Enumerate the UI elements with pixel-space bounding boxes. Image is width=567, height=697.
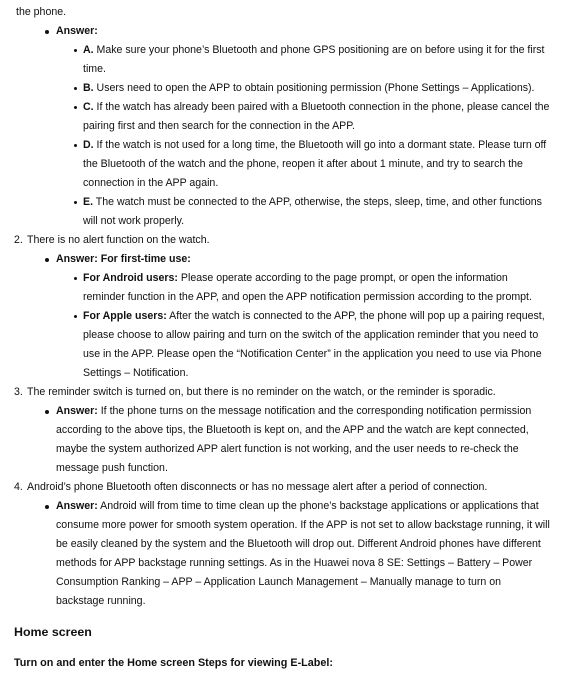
- q1-item-e: [0, 193, 567, 231]
- item-text: reminder function in the APP, and open the APP notification permission according to the prompt.: [83, 291, 532, 303]
- q1-answer: [0, 22, 567, 41]
- q1-item-a: [0, 41, 567, 79]
- answer-text: consume more power for smooth system operation. If the APP is not set to allow backstage running, it will: [56, 519, 550, 531]
- item-text: Users need to open the APP to obtain positioning permission (Phone Settings – Applications).: [93, 82, 535, 94]
- q2-item-apple: [0, 307, 567, 383]
- item-text: If the watch is not used for a long time, the Bluetooth will go into a dormant state. Please turn off: [93, 139, 547, 151]
- answer-text: Android will from time to time clean up the phone’s backstage applications or applications that: [97, 500, 539, 512]
- q4-answer: [0, 497, 567, 611]
- bullet-dot-icon: [45, 505, 49, 509]
- question-number: 2.: [14, 234, 23, 246]
- q1-item-c: [0, 98, 567, 136]
- question-number: 3.: [14, 386, 23, 398]
- question-number: 4.: [14, 481, 23, 493]
- item-text: pairing first and then search for the connection in the APP.: [83, 120, 355, 132]
- item-text: will not work properly.: [83, 215, 185, 227]
- answer-text: message push function.: [56, 462, 168, 474]
- question-text: The reminder switch is turned on, but there is no reminder on the watch, or the reminder is sporadic.: [27, 386, 496, 398]
- q2-answer-label: Answer: For first-time use:: [56, 253, 191, 265]
- steps-heading: Turn on and enter the Home screen Steps for viewing E-Label:: [14, 657, 333, 669]
- bullet-circle-icon: [74, 201, 77, 204]
- intro-line: the phone.: [16, 6, 67, 18]
- home-screen-heading: Home screen: [14, 625, 92, 639]
- item-bold: For Android users:: [83, 272, 178, 284]
- item-text: time.: [83, 63, 106, 75]
- item-text: Make sure your phone’s Bluetooth and phone GPS positioning are on before using it for the first: [93, 44, 545, 56]
- bullet-dot-icon: [45, 30, 49, 34]
- item-bold: C.: [83, 101, 94, 113]
- q2-item-android: [0, 269, 567, 307]
- item-bold: D.: [83, 139, 94, 151]
- bullet-circle-icon: [74, 87, 77, 90]
- answer-text: Consumption Ranking – APP – Application Launch Management – Manually manage to turn on: [56, 576, 502, 588]
- q3-answer-label: Answer:: [56, 405, 98, 417]
- item-text: connection in the APP again.: [83, 177, 219, 189]
- bullet-circle-icon: [74, 315, 77, 318]
- answer-text: If the phone turns on the message notification and the corresponding notification permission: [97, 405, 532, 417]
- item-bold: E.: [83, 196, 94, 208]
- answer-text: maybe the system authorized APP alert function is not working, and the user needs to re-check the: [56, 443, 519, 455]
- item-text: Please operate according to the page prompt, or open the information: [177, 272, 508, 284]
- answer-text: according to the above tips, the Bluetooth is kept on, and the APP and the watch are kept connected,: [56, 424, 529, 436]
- item-text: The watch must be connected to the APP, otherwise, the steps, sleep, time, and other functions: [93, 196, 542, 208]
- answer-text: backstage running.: [56, 595, 146, 607]
- q3-answer: [0, 402, 567, 478]
- item-text: After the watch is connected to the APP, the phone will pop up a pairing request,: [166, 310, 545, 322]
- item-text: If the watch has already been paired with a Bluetooth connection in the phone, please cancel the: [93, 101, 550, 113]
- q1-answer-label: Answer:: [56, 25, 98, 37]
- question-text: Android’s phone Bluetooth often disconnects or has no message alert after a period of connection.: [27, 481, 488, 493]
- bullet-circle-icon: [74, 277, 77, 280]
- q1-item-d: [0, 136, 567, 193]
- question-text: There is no alert function on the watch.: [27, 234, 210, 246]
- item-text: the Bluetooth of the watch and the phone, reopen it after about 1 minute, and try to search the: [83, 158, 523, 170]
- question-4: [0, 478, 567, 497]
- item-bold: A.: [83, 44, 94, 56]
- item-bold: B.: [83, 82, 94, 94]
- bullet-circle-icon: [74, 144, 77, 147]
- q4-answer-label: Answer:: [56, 500, 98, 512]
- question-3: [0, 383, 567, 402]
- question-2: [0, 231, 567, 250]
- item-text: use in the APP. Please open the “Notification Center” in the application you need to use via Phone: [83, 348, 542, 360]
- answer-text: methods for APP backstage running settings. As in the Huawei nova 8 SE: Settings – Battery – Power: [56, 557, 533, 569]
- item-text: please choose to allow pairing and turn on the switch of the application reminder that you need to: [83, 329, 539, 341]
- bullet-circle-icon: [74, 106, 77, 109]
- bullet-circle-icon: [74, 49, 77, 52]
- bullet-dot-icon: [45, 410, 49, 414]
- answer-text: be easily cleaned by the system and the Bluetooth will drop out. Different Android phones have different: [56, 538, 541, 550]
- bullet-dot-icon: [45, 258, 49, 262]
- item-text: Settings – Notification.: [83, 367, 189, 379]
- q1-item-b: [0, 79, 567, 98]
- q2-answer: [0, 250, 567, 269]
- item-bold: For Apple users:: [83, 310, 167, 322]
